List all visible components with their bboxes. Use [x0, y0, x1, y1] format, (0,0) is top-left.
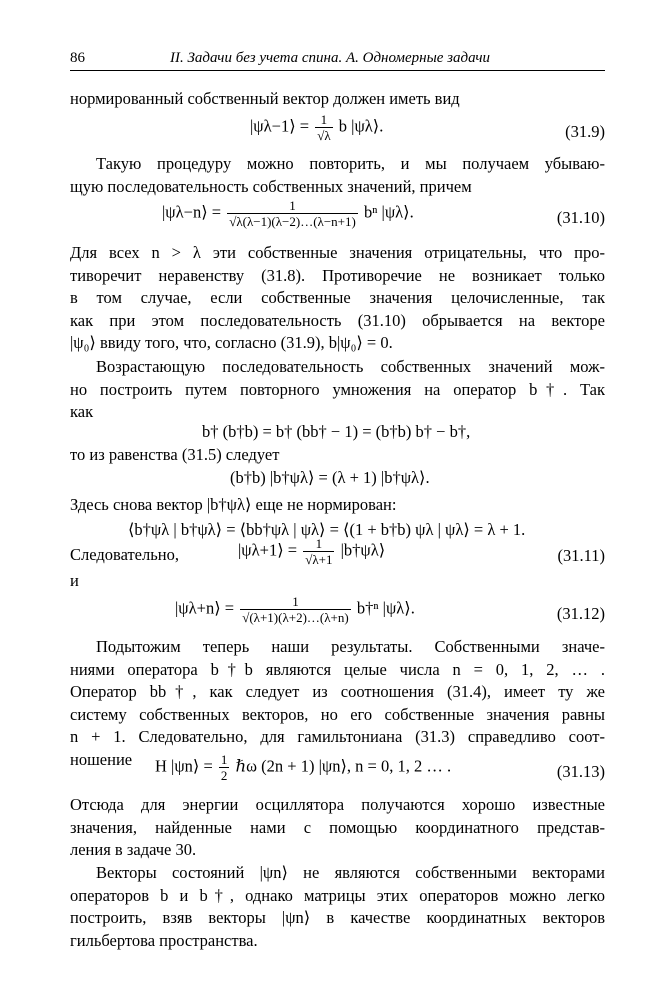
eq-denominator: √(λ+1)(λ+2)…(λ+n) — [242, 610, 349, 625]
text-line: Для всех n > λ эти собственные значения отрицательны, что про- — [70, 243, 605, 262]
text-line: Такую процедуру можно повторить, и мы получаем убываю- — [96, 154, 605, 173]
equation-raised-eigen: (b†b) |b†ψλ⟩ = (λ + 1) |b†ψλ⟩. — [230, 468, 430, 487]
equation-31-12 — [70, 594, 605, 634]
eq-lhs: |ψλ−n⟩ = — [162, 202, 222, 222]
paragraph-1 — [70, 88, 605, 111]
paragraph-3 — [70, 242, 605, 355]
eq-rhs: ℏω (2n + 1) |ψn⟩, n = 0, 1, 2 … . — [235, 756, 452, 776]
paragraph-9 — [70, 636, 605, 771]
equation-number: (31.11) — [557, 546, 605, 565]
eq-lhs: |ψλ−1⟩ = — [250, 116, 310, 136]
eq-numerator: 1 — [320, 112, 328, 127]
text-line: то из равенства (31.5) следует — [70, 445, 280, 464]
equation-31-13 — [70, 752, 605, 792]
text-line: |ψ₀⟩ ввиду того, что, согласно (31.9), b|ψ₀⟩ = 0. — [70, 333, 393, 352]
eq-fraction — [315, 112, 332, 143]
eq-fraction — [303, 536, 334, 567]
header-rule — [70, 70, 605, 71]
paragraph-10 — [70, 794, 605, 862]
eq-denominator: √λ(λ−1)(λ−2)…(λ−n+1) — [229, 214, 356, 229]
paragraph-5 — [70, 444, 605, 467]
text-line: Отсюда для энергии осциллятора получаются хорошо известные — [70, 795, 605, 814]
eq-fraction — [219, 752, 230, 783]
text-line: значения, найденные нами с помощью координатного представ- — [70, 817, 605, 837]
running-title: II. Задачи без учета спина. А. Одномерные задачи — [170, 50, 491, 66]
eq-fraction — [240, 594, 351, 625]
eq-denominator: √λ+1 — [305, 552, 333, 567]
paragraph-2 — [70, 153, 605, 198]
text-line: как — [70, 402, 94, 421]
equation-number: (31.12) — [556, 604, 605, 623]
paragraph-11 — [70, 862, 605, 952]
eq-rhs: |b†ψλ⟩ — [340, 540, 386, 560]
page-header — [70, 50, 605, 70]
equation-number: (31.13) — [556, 762, 605, 781]
paragraph-8 — [70, 570, 605, 593]
paragraph-4 — [70, 356, 605, 424]
equation-commutator: b† (b†b) = b† (bb† − 1) = (b†b) b† − b†, — [202, 422, 471, 441]
text-line: Оператор bb†, как следует из соотношения (31.4), имеет ту же — [70, 682, 605, 701]
text-line: операторов b и b†, однако матрицы этих операторов можно легко — [70, 885, 605, 905]
eq-lhs: |ψλ+1⟩ = — [238, 540, 298, 560]
equation-number: (31.10) — [556, 208, 605, 227]
text-line: гильбертова пространства. — [70, 930, 258, 950]
eq-rhs: bⁿ |ψλ⟩. — [363, 202, 414, 222]
text-line: Векторы состояний |ψn⟩ не являются собственными векторами — [96, 863, 605, 882]
equation-norm: ⟨b†ψλ | b†ψλ⟩ = ⟨bb†ψλ | ψλ⟩ = ⟨(1 + b†b) ψλ | ψλ⟩ = λ + 1. — [128, 520, 526, 539]
text-line: ления в задаче 30. — [70, 840, 197, 859]
page-number: 86 — [70, 50, 85, 66]
text-line: и — [70, 571, 79, 590]
eq-numerator: 1 — [292, 594, 299, 609]
text-line: тиворечит неравенству (31.8). Противоречие не возникает только — [70, 265, 605, 285]
eq-denominator: √λ — [317, 128, 331, 143]
text-line: нормированный собственный вектор должен иметь вид — [70, 89, 460, 108]
book-page — [70, 0, 605, 1000]
paragraph-6 — [70, 494, 605, 517]
text-line: Следовательно, — [70, 545, 179, 564]
text-line: Возрастающую последовательность собственных значений мож- — [96, 357, 605, 376]
text-line: в том случае, если собственные значения целочисленные, так — [70, 288, 605, 307]
eq-denominator: 2 — [220, 768, 228, 783]
text-line: систему собственных векторов, но его собственные значения равны — [70, 704, 605, 724]
text-line: щую последовательность собственных значений, причем — [70, 176, 472, 196]
eq-lhs: |ψλ+n⟩ = — [175, 598, 235, 618]
text-line: построить, взяв векторы |ψn⟩ в качестве координатных векторов — [70, 908, 605, 927]
equation-31-10 — [70, 198, 605, 238]
eq-lhs: H |ψn⟩ = — [155, 756, 213, 776]
text-line: как при этом последовательность (31.10) обрывается на векторе — [70, 310, 605, 330]
eq-rhs: b†ⁿ |ψλ⟩. — [356, 598, 415, 618]
text-line: ношение — [70, 749, 133, 769]
eq-numerator: 1 — [289, 198, 296, 213]
equation-31-9 — [70, 112, 605, 152]
eq-numerator: 1 — [220, 752, 228, 767]
eq-numerator: 1 — [315, 536, 323, 551]
text-line: но построить путем повторного умножения на оператор b†. Так — [70, 379, 605, 399]
text-line: n + 1. Следовательно, для гамильтониана (31.3) справедливо соот- — [70, 727, 605, 746]
text-line: Здесь снова вектор |b†ψλ⟩ еще не нормирован: — [70, 495, 397, 514]
eq-rhs: b |ψλ⟩. — [338, 116, 384, 136]
text-line: ниями оператора b†b являются целые числа n = 0, 1, 2, … . — [70, 659, 605, 679]
eq-fraction — [227, 198, 358, 229]
equation-number: (31.9) — [565, 122, 605, 141]
text-line: Подытожим теперь наши результаты. Собственными значе- — [96, 637, 605, 656]
